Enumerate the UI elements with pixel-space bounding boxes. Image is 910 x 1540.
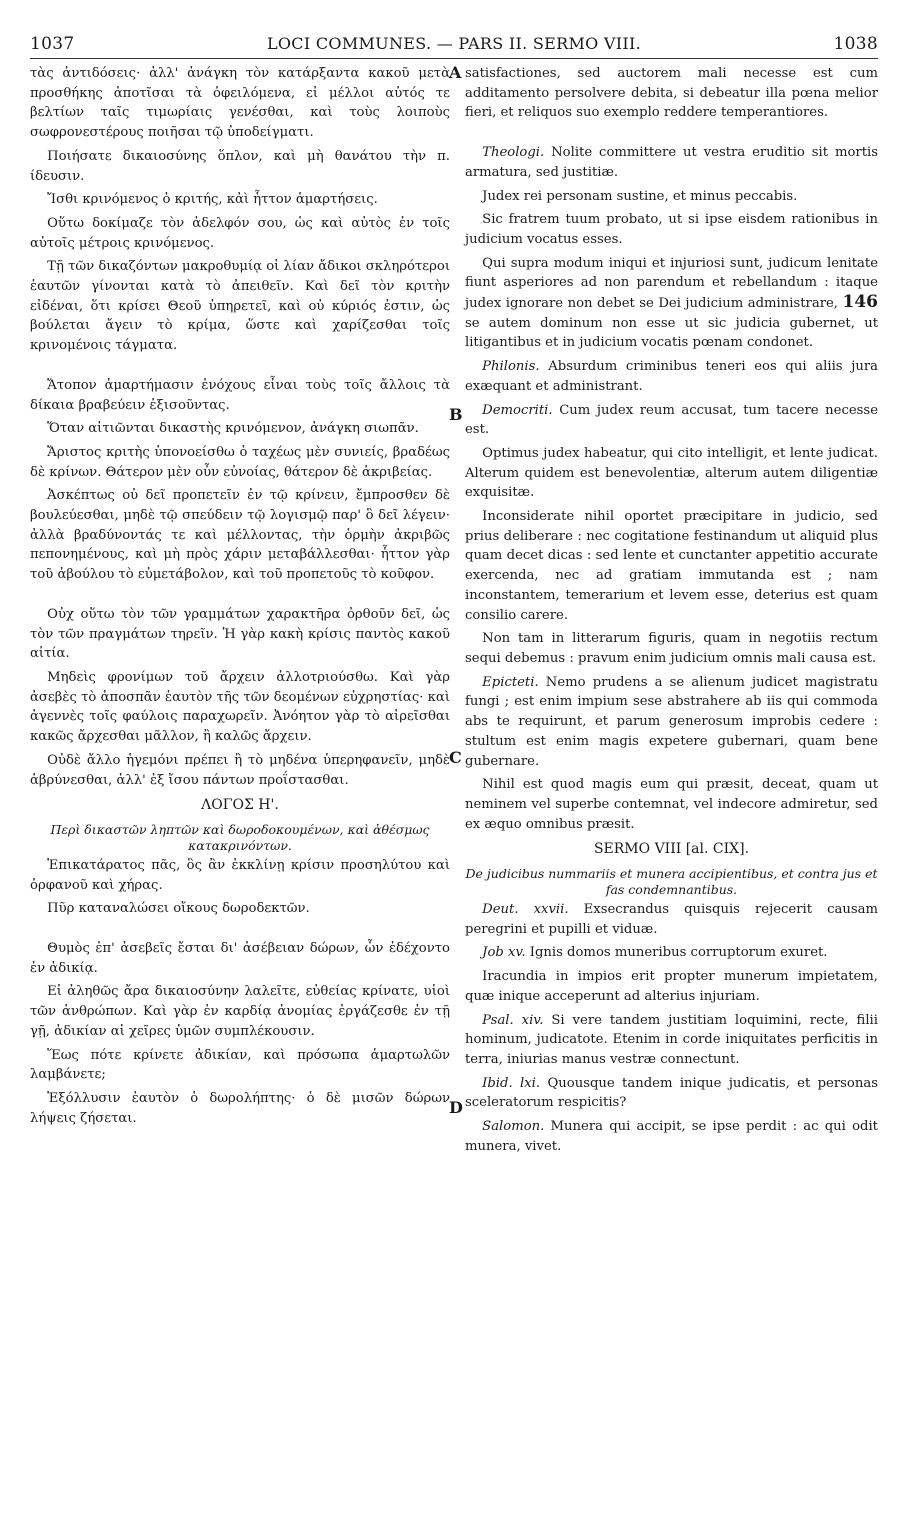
greek-paragraph: Ἕως πότε κρίνετε ἀδικίαν, καὶ πρόσωπα ἁμαρτωλῶν λαμβάνετε;: [30, 1047, 450, 1083]
latin-paragraph: [465, 357, 878, 396]
page-header: [30, 30, 878, 59]
page-number-left: 1037: [30, 34, 75, 54]
latin-text: Nemo prudens a se alienum judicet magistratu fungi ; est enim impium sese abstrahere ab iis qui commoda abs te requirunt, et parum generosum improbis cedere : stultum est enim magis expetere gubernari, quam bene gubernare.: [465, 674, 878, 769]
latin-paragraph: Judex rei personam sustine, et minus peccabis.: [482, 188, 798, 204]
greek-paragraph: Μηδεὶς φρονίμων τοῦ ἄρχειν ἀλλοτριούσθω. Καὶ γὰρ ἀσεβὲς τὸ ἀποσπᾶν ἑαυτὸν τῆς τῶν δεομένων εὐχρηστίας· καὶ ἀγεννὲς τοῖς φαύλοις παραχωρεῖν. Ἀνόητον γὰρ τὸ αἱρεῖσθαι κακῶς ἄρχεσθαι μᾶλλον, ἢ καλῶς ἄρχειν.: [30, 669, 450, 745]
latin-text: Qui supra modum iniqui et injuriosi sunt, judicum lenitate fiunt asperiores ad non parendum et rebellandum : itaque judex ignorare non debet se Dei judicium administrare,: [465, 255, 878, 312]
latin-paragraph: Nihil est quod magis eum qui præsit, deceat, quam ut neminem vel superbe contemnat, vel indecore admiretur, sed ex æquo omnibus præsit.: [465, 777, 878, 832]
greek-paragraph: Τῇ τῶν δικαζόντων μακροθυμίᾳ οἱ λίαν ἄδικοι σκληρότεροι ἑαυτῶν γίνονται κατὰ τὸ ἀπειθεῖν. Καὶ δεῖ τὸν κριτὴν εἰδέναι, ὅτι κρίσει Θεοῦ ὑπηρετεῖ, καὶ οὐ κύριός ἐστιν, ὡς βούλεται ἄγειν τὸ κρίμα, ὥστε καὶ χαρίζεσθαι τοῖς κρινομένοις τάγματα.: [30, 259, 450, 354]
latin-text: Si vere tandem justitiam loquimini, recte, filii hominum, judicatote. Etenim in corde iniquitates perficitis in terra, iniurias manus vestræ connectunt.: [465, 1012, 878, 1067]
latin-text: Ignis domos muneribus corruptorum exuret.: [529, 945, 828, 961]
greek-paragraph: Ἐπικατάρατος πᾶς, ὃς ἂν ἐκκλίνῃ κρίσιν προσηλύτου καὶ ὀρφανοῦ καὶ χήρας.: [30, 857, 450, 893]
latin-section-heading: SERMO VIII [al. CIX].: [593, 841, 750, 858]
latin-paragraph: Inconsiderate nihil oportet præcipitare in judicio, sed prius deliberare : nec cogitatione festinandum ut aliquid plus quam decet dicas : sed lente et cunctanter appetitio accurate exercenda, nec ad gratiam immutanda est ; nam inconstantem, temerarium et levem esse, deterius est quam consilio carere.: [465, 509, 878, 623]
source-label: Salomon.: [482, 1119, 545, 1135]
section-marker-a: A: [449, 63, 462, 82]
latin-text: Quousque tandem inique judicatis, et personas sceleratorum respicitis?: [465, 1075, 878, 1111]
latin-paragraph: [465, 1011, 878, 1070]
section-marker-c: C: [449, 748, 462, 767]
section-marker-d: D: [449, 1098, 463, 1117]
section-marker-b: B: [449, 405, 463, 424]
latin-text: Nolite committere ut vestra eruditio sit mortis armatura, sed justitiæ.: [465, 145, 878, 180]
source-label: Deut. xxvii.: [482, 902, 569, 918]
latin-paragraph: [465, 401, 878, 440]
greek-paragraph: Οὐδὲ ἄλλο ἡγεμόνι πρέπει ἢ τὸ μηδένα ὑπερηφανεῖν, μηδὲ ἀβρύνεσθαι, ἀλλ' ἐξ ἴσου πάντων προΐστασθαι.: [30, 752, 450, 788]
source-label: Job xv.: [482, 945, 526, 961]
latin-text: se autem dominum non esse ut sic judicia gubernet, ut litigantibus et in judicium vocatis pœnam condonet.: [465, 315, 878, 351]
latin-text: Munera qui accipit, se ipse perdit : ac qui odit munera, vivet.: [465, 1119, 878, 1154]
source-label: Ibid. lxi.: [482, 1075, 541, 1091]
latin-text: Absurdum criminibus teneri eos qui aliis jura exæquant et administrant.: [465, 359, 878, 394]
source-label: Psal. xiv.: [482, 1012, 544, 1028]
source-label: Democriti.: [482, 402, 553, 418]
greek-paragraph: Ὅταν αἰτιῶνται δικαστὴς κρινόμενον, ἀνάγκη σιωπᾶν.: [47, 421, 419, 437]
latin-paragraph: [465, 254, 878, 354]
greek-paragraph: Εἰ ἀληθῶς ἄρα δικαιοσύνην λαλεῖτε, εὐθείας κρίνατε, υἱοὶ τῶν ἀνθρώπων. Καὶ γὰρ ἐν καρδίᾳ ἀνομίας ἐργάζεσθε ἐν τῇ γῇ, ἀδικίαν αἱ χεῖρες ὑμῶν συμπλέκουσιν.: [30, 984, 450, 1039]
greek-paragraph: Ἄτοπον ἁμαρτήμασιν ἐνόχους εἶναι τοὺς τοῖς ἄλλοις τὰ δίκαια βραβεύειν ἐξισοῦντας.: [30, 377, 450, 413]
latin-column: [465, 64, 878, 1160]
latin-paragraph: [465, 673, 878, 772]
latin-text: Exsecrandus quisquis rejecerit causam peregrini et pupilli et viduæ.: [465, 902, 878, 937]
page-number-right: 1038: [833, 34, 878, 54]
greek-column: [30, 64, 450, 1132]
latin-paragraph: [465, 900, 878, 939]
greek-paragraph: Πῦρ καταναλώσει οἴκους δωροδεκτῶν.: [47, 901, 310, 917]
source-label: Theologi.: [482, 145, 545, 161]
latin-paragraph: Sic fratrem tuum probato, ut si ipse eisdem rationibus in judicium vocatus esses.: [465, 212, 878, 247]
latin-paragraph: Iracundia in impios erit propter munerum impietatem, quæ inique acceperunt ad alterius injuriam.: [465, 969, 878, 1004]
latin-paragraph: [465, 143, 878, 182]
latin-paragraph: Optimus judex habeatur, qui cito intelligit, et lente judicat. Alterum quidem est benevolentiæ, alterum autem diligentiæ exquisitæ.: [465, 445, 878, 501]
latin-paragraph: satisfactiones, sed auctorem mali necesse est cum additamento persolvere debita, si debeatur illa pœna melior fieri, et reliquos suo exemplo reddere temperantiores.: [465, 66, 878, 121]
greek-paragraph: τὰς ἀντιδόσεις· ἀλλ' ἀνάγκη τὸν κατάρξαντα κακοῦ μετὰ προσθήκης ἀποτῖσαι τὰ ὀφειλόμενα, εἰ μέλλοι αὐτός τε βελτίων ταῖς τιμωρίαις γενέσθαι, καὶ τοὺς λοιποὺς σωφρονεστέρους ποιῆσαι τῷ ὑποδείγματι.: [30, 66, 450, 141]
latin-text: Cum judex reum accusat, tum tacere necesse est.: [465, 402, 878, 438]
source-label: Epicteti.: [482, 674, 539, 690]
column-number: 146: [842, 292, 878, 313]
greek-paragraph: Ἐξόλλυσιν ἑαυτὸν ὁ δωρολήπτης· ὁ δὲ μισῶν δώρων λήψεις ζήσεται.: [30, 1090, 450, 1126]
greek-paragraph: Ἴσθι κρινόμενος ὁ κριτής, κἀὶ ἧττον ἁμαρτήσεις.: [47, 192, 378, 208]
greek-paragraph: Ἀσκέπτως οὐ δεῖ προπετεῖν ἐν τῷ κρίνειν, ἔμπροσθεν δὲ βουλεύεσθαι, μηδὲ τῷ σπεύδειν τῷ λογισμῷ παρ' ὃ δεῖ λέγειν· ἀλλὰ βραδύνοντάς τε καὶ μέλλοντας, τὴν ὁρμὴν ἀκριβῶς πεπονημένους, καὶ μὴ πρὸς χάριν μεταβάλλεσθαι· ἧττον γὰρ τοῦ ἀβούλου τὸ εὐμετάβολον, καὶ τοῦ προπετοῦς τὸ κοῦφον.: [30, 488, 450, 583]
greek-paragraph: Ἄριστος κριτὴς ὑπονοείσθω ὁ ταχέως μὲν συνιείς, βραδέως δὲ κρίνων. Θάτερον μὲν οὖν εὐνοίας, θάτερον δὲ ἀκριβείας.: [30, 444, 450, 480]
greek-paragraph: Ποιήσατε δικαιοσύνης ὅπλον, καὶ μὴ θανάτου τὴν π. ίδευσιν.: [30, 148, 450, 184]
latin-paragraph: [465, 1074, 878, 1113]
latin-paragraph: [465, 943, 878, 963]
greek-paragraph: Οὐχ οὕτω τὸν τῶν γραμμάτων χαρακτῆρα ὀρθοῦν δεῖ, ὡς τὸν τῶν πραγμάτων τηρεῖν. Ἡ γὰρ κακὴ κρίσις παντὸς κακοῦ αἰτία.: [30, 606, 450, 662]
greek-section-subheading: Περὶ δικαστῶν ληπτῶν καὶ δωροδοκουμένων, καὶ ἀθέσμως κατακρινόντων.: [50, 821, 430, 853]
greek-paragraph: Οὕτω δοκίμαζε τὸν ἀδελφόν σου, ὡς καὶ αὐτὸς ἐν τοῖς αὐτοῖς μέτροις κρινόμενος.: [30, 215, 450, 251]
greek-paragraph: Θυμὸς ἐπ' ἀσεβεῖς ἔσται δι' ἀσέβειαν δώρων, ὧν ἐδέχοντο ἐν ἀδικίᾳ.: [30, 941, 450, 976]
latin-section-subheading: De judicibus nummariis et munera accipientibus, et contra jus et fas condemnantibus.: [465, 866, 878, 898]
latin-paragraph: [465, 1117, 878, 1156]
running-title: LOCI COMMUNES. — PARS II. SERMO VIII.: [266, 34, 642, 53]
latin-paragraph: Non tam in litterarum figuris, quam in negotiis rectum sequi debemus : pravum enim judicium omnis mali causa est.: [465, 631, 878, 666]
greek-section-heading: ΛΟΓΟΣ Η'.: [201, 797, 279, 814]
source-label: Philonis.: [482, 359, 540, 375]
